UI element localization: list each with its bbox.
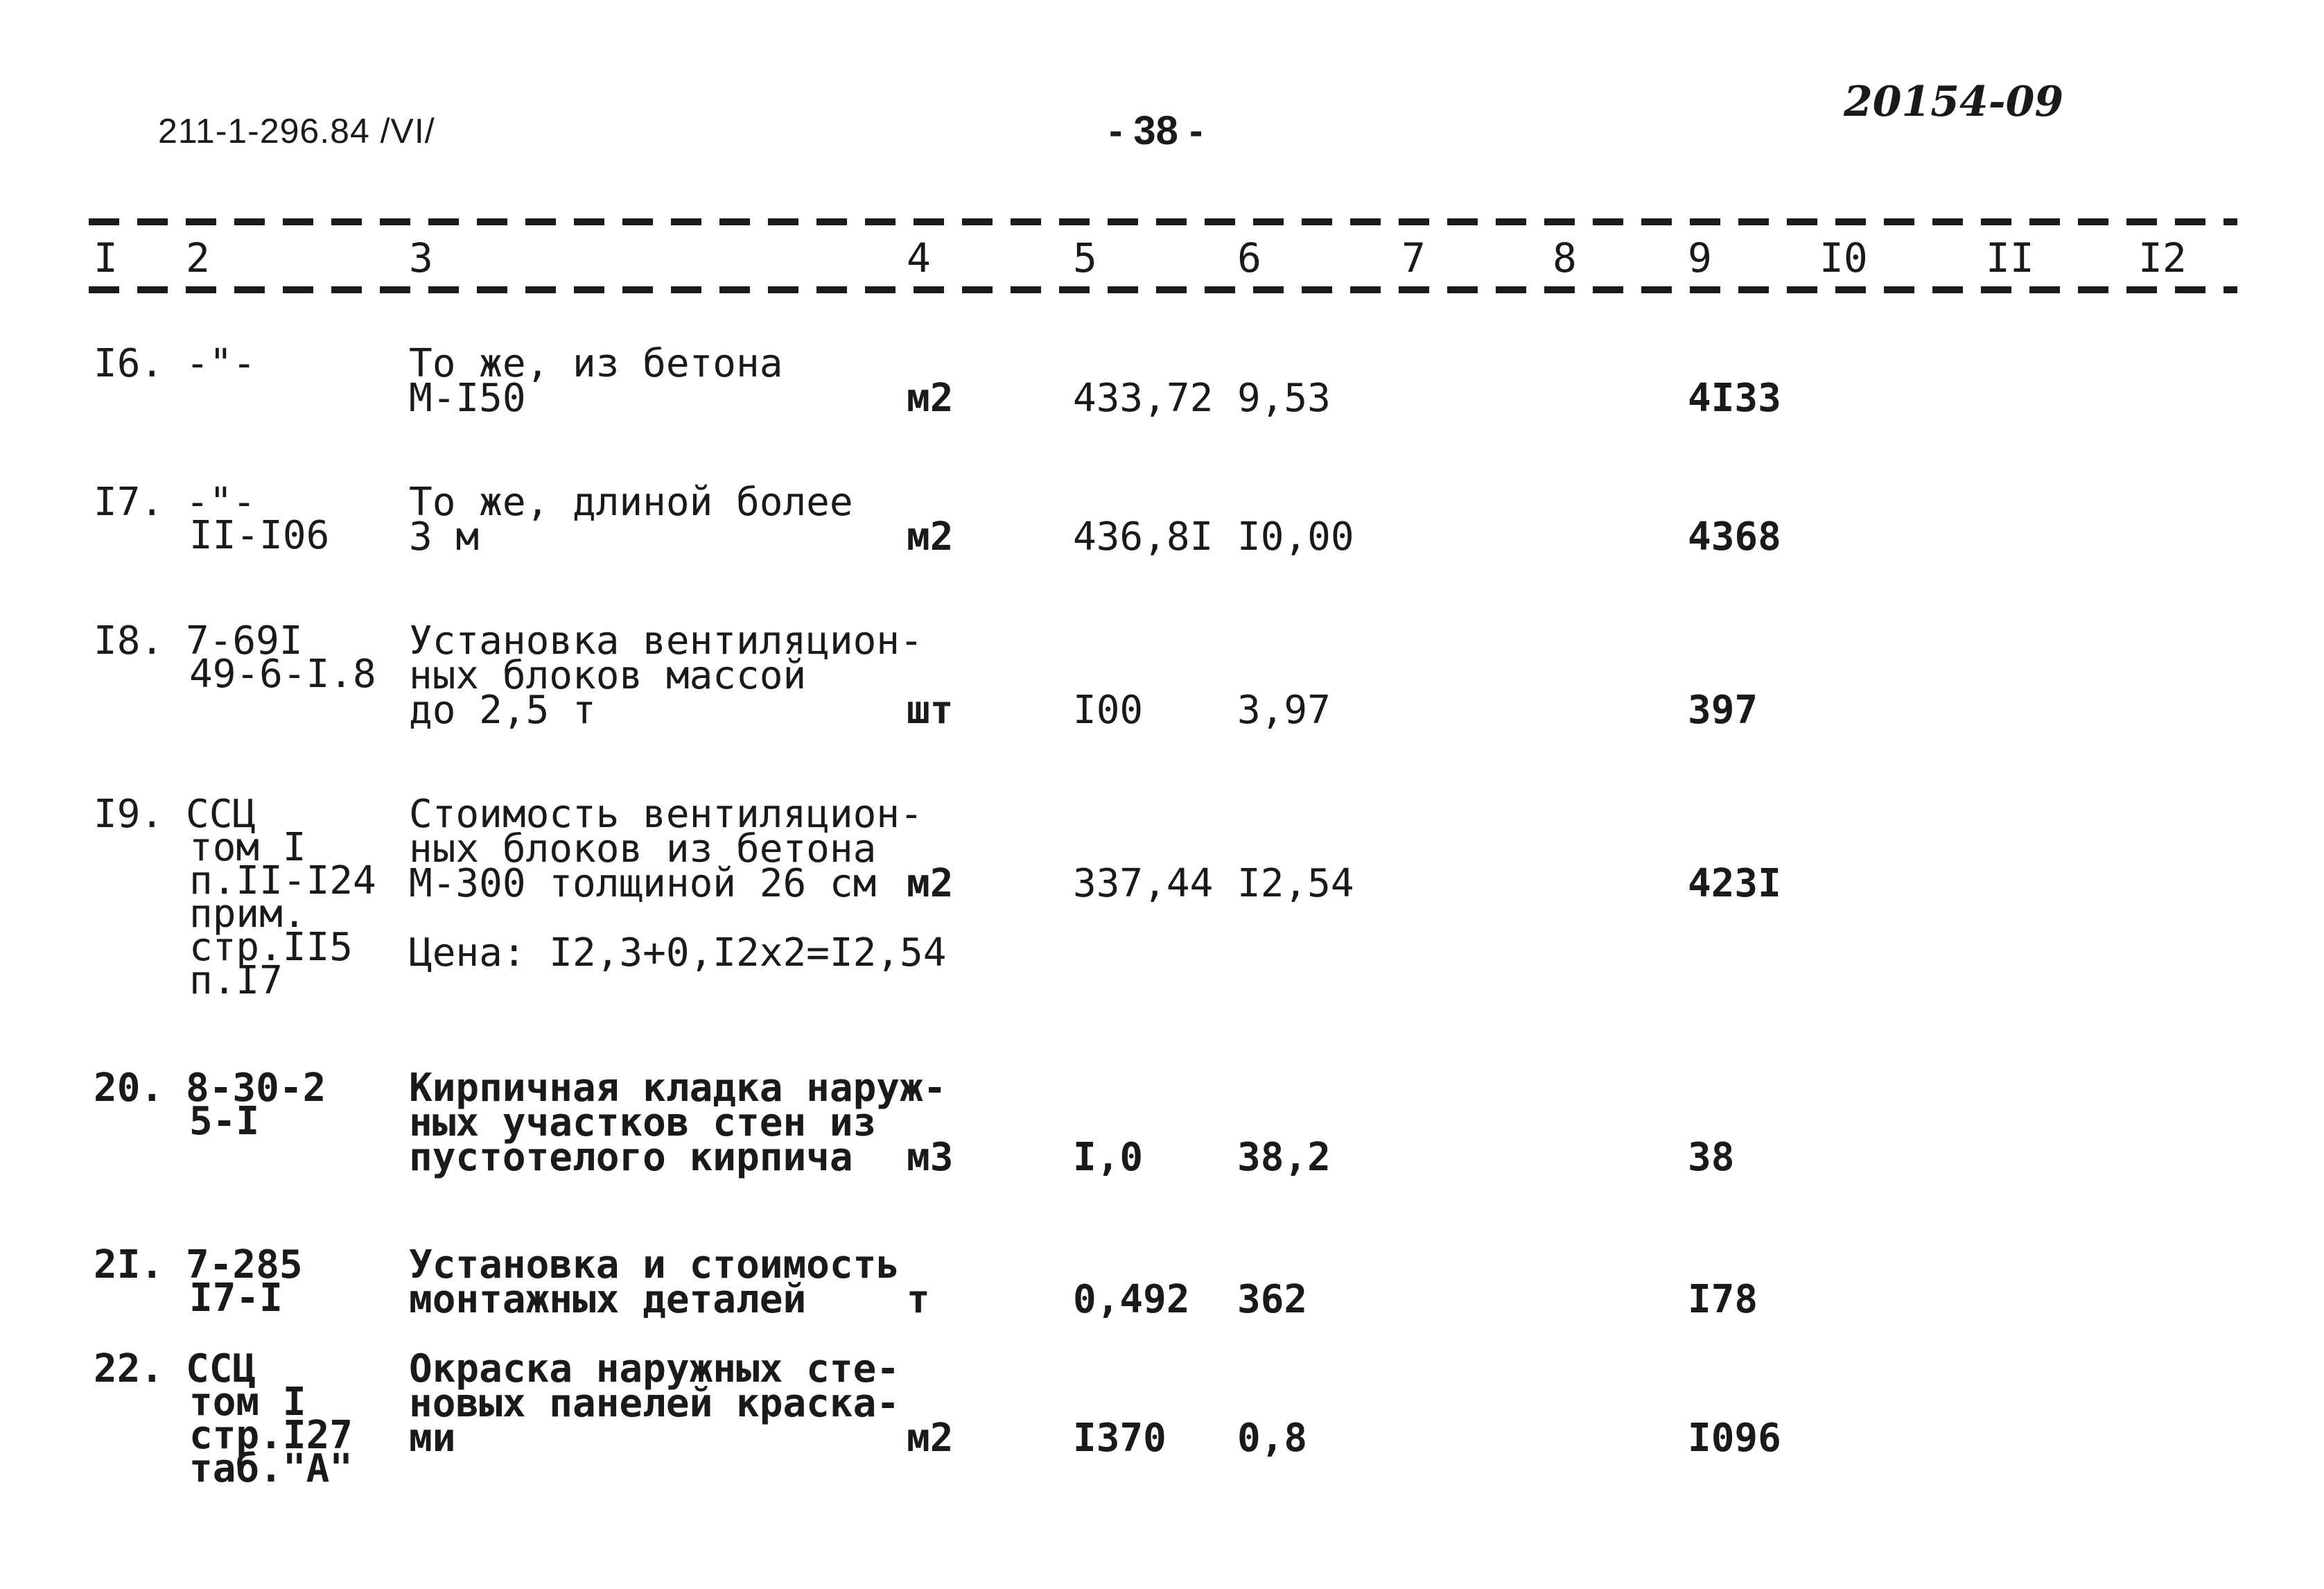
row-number: I9. [94, 792, 164, 837]
row-unit-price: I2,54 [1237, 861, 1354, 906]
column-header-8: 8 [1553, 234, 1577, 281]
document-code: 211-1-296.84 /VI/ [158, 112, 435, 150]
row-code-line: стр.I27 [189, 1413, 353, 1458]
row-code-line: 49-6-I.8 [189, 652, 376, 697]
row-description-line: новых панелей краска- [409, 1381, 900, 1426]
row-description-line: То же, из бетона [409, 341, 783, 386]
row-unit: шт [907, 688, 954, 733]
row-description-line: до 2,5 т [409, 688, 596, 733]
row-unit: м2 [907, 1416, 954, 1461]
row-code-line: таб."А" [189, 1446, 353, 1491]
row-code-line: 5-I [189, 1099, 260, 1144]
row-description-line: ных участков стен из [409, 1100, 877, 1145]
column-header-10: I0 [1819, 234, 1868, 281]
row-quantity: I,0 [1073, 1135, 1144, 1180]
row-price-note: Цена: I2,3+0,I2х2=I2,54 [409, 930, 947, 975]
column-header-6: 6 [1237, 234, 1261, 281]
row-description-line: Окраска наружных сте- [409, 1346, 900, 1391]
row-code-line: 7-69I [186, 618, 303, 663]
row-quantity: I370 [1073, 1416, 1167, 1461]
row-total-cost: 38 [1688, 1135, 1735, 1180]
row-code-line: том I [189, 825, 306, 870]
row-unit: м2 [907, 376, 954, 421]
row-code-line: ССЦ [186, 1346, 256, 1391]
row-unit-price: 9,53 [1237, 376, 1331, 421]
row-description-line: пустотелого кирпича [409, 1135, 853, 1180]
row-description-line: монтажных деталей [409, 1277, 807, 1322]
row-total-cost: 423I [1688, 861, 1781, 906]
row-number: I8. [94, 618, 164, 663]
row-total-cost: 4I33 [1688, 376, 1781, 421]
row-total-cost: 397 [1688, 688, 1758, 733]
row-total-cost: 4368 [1688, 514, 1781, 559]
row-unit-price: 3,97 [1237, 688, 1331, 733]
column-header-2: 2 [186, 234, 210, 281]
row-code-line: 8-30-2 [186, 1066, 326, 1111]
row-code-line: II-I06 [189, 513, 330, 558]
row-number: I6. [94, 341, 164, 386]
column-header-5: 5 [1073, 234, 1097, 281]
table-header-top-rule [89, 218, 2237, 225]
row-quantity: 0,492 [1073, 1277, 1190, 1322]
row-number: 2I. [94, 1242, 164, 1287]
row-description-line: ных блоков из бетона [409, 826, 877, 871]
row-description-line: М-300 толщиной 26 см [409, 861, 877, 906]
row-code-line: -"- [186, 480, 256, 525]
column-header-12: I2 [2138, 234, 2187, 281]
row-code-line: п.I7 [189, 958, 283, 1003]
row-unit: м3 [907, 1135, 954, 1180]
row-description-line: Установка и стоимость [409, 1242, 900, 1287]
column-header-9: 9 [1688, 234, 1712, 281]
row-description-line: 3 м [409, 514, 480, 559]
row-unit: м2 [907, 861, 954, 906]
row-code-line: стр.II5 [189, 925, 353, 970]
row-quantity: 436,8I [1073, 514, 1214, 559]
row-total-cost: I096 [1688, 1416, 1781, 1461]
inventory-number: 20154-09 [1844, 78, 2064, 126]
row-code-line: 7-285 [186, 1242, 303, 1287]
row-unit-price: 38,2 [1237, 1135, 1331, 1180]
row-description-line: Установка вентиляцион- [409, 618, 923, 663]
row-code-line: прим. [189, 892, 306, 937]
row-description-line: Кирпичная кладка наруж- [409, 1066, 947, 1111]
row-quantity: I00 [1073, 688, 1144, 733]
row-quantity: 337,44 [1073, 861, 1214, 906]
row-unit-price: 0,8 [1237, 1416, 1308, 1461]
row-unit-price: 362 [1237, 1277, 1308, 1322]
row-description-line: ных блоков массой [409, 653, 807, 698]
row-number: I7. [94, 480, 164, 525]
table-header-bottom-rule [89, 286, 2237, 293]
row-quantity: 433,72 [1073, 376, 1214, 421]
row-description-line: М-I50 [409, 376, 526, 421]
column-header-11: II [1986, 234, 2034, 281]
row-unit: м2 [907, 514, 954, 559]
column-header-3: 3 [409, 234, 433, 281]
row-code-line: I7-I [189, 1276, 283, 1321]
row-number: 22. [94, 1346, 164, 1391]
column-header-4: 4 [907, 234, 931, 281]
row-number: 20. [94, 1066, 164, 1111]
row-unit: т [907, 1277, 930, 1322]
page-number: - 38 - [1109, 108, 1203, 153]
row-description-line: То же, длиной более [409, 480, 853, 525]
row-description-line: Стоимость вентиляцион- [409, 792, 923, 837]
row-description-line: ми [409, 1416, 456, 1461]
column-header-1: I [94, 234, 118, 281]
row-code-line: том I [189, 1380, 306, 1425]
column-header-7: 7 [1401, 234, 1426, 281]
row-code-line: п.II-I24 [189, 858, 376, 903]
row-code-line: ССЦ [186, 792, 256, 837]
row-unit-price: I0,00 [1237, 514, 1354, 559]
row-total-cost: I78 [1688, 1277, 1758, 1322]
row-code-line: -"- [186, 341, 256, 386]
